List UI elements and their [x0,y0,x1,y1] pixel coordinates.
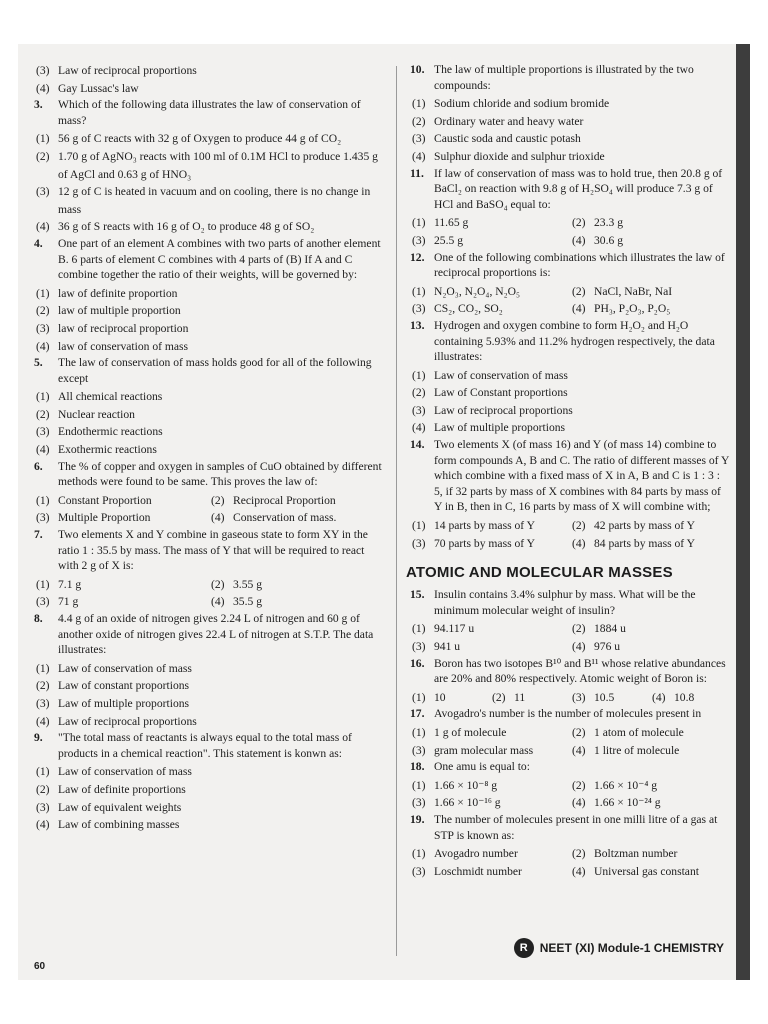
option [34,130,384,148]
option-text: 941 u [434,640,461,653]
option-number: (1) [412,97,426,111]
question-15 [410,587,730,655]
option-number: (4) [572,302,586,316]
question-text: "The total mass of reactants is always equal to the total mass of products in a chemical reaction". This statement is konwn as: [58,731,352,760]
option-text: law of reciprocal proportion [58,321,189,335]
question-number: 10. [410,63,425,76]
option [34,218,384,236]
option-text: 10.5 [594,690,615,704]
option-text: Law of reciprocal proportions [58,714,197,728]
option-text: All chemical reactions [58,390,163,404]
option-text: Gay Lussac's law [58,81,139,95]
option-number: (1) [412,368,426,382]
question-number: 7. [34,528,43,542]
option [34,677,384,695]
option-text: 25.5 g [434,233,463,247]
option [410,402,730,420]
option-number: (4) [572,796,586,810]
option [34,763,384,781]
question-number: 12. [410,250,425,264]
option-text: Law of conservation of mass [434,368,568,382]
option-number: (1) [412,622,426,636]
option [209,492,384,510]
question-number: 4. [34,236,43,250]
question-number: 8. [34,612,43,625]
option-text: Law of constant proportions [58,679,190,693]
option-number: (4) [572,743,586,757]
option [410,863,570,881]
question-5 [34,355,384,459]
option-text: 11.65 g [434,216,469,230]
option [570,283,730,301]
question-2-options-tail [34,62,384,97]
option-text: 70 parts by mass of Y [434,536,536,550]
option [570,638,730,656]
option-number: (2) [572,622,586,636]
option [410,794,570,812]
option-text: Law of definite proportions [58,782,186,796]
option-text: 35.5 g [233,595,262,609]
question-text: Insulin contains 3.4% sulphur by mass. What will be the minimum molecular weight of insulin? [434,588,696,617]
option-text: law of multiple proportion [58,304,181,318]
option-text: Sodium chloride and sodium bromide [434,97,610,111]
option-text: Law of multiple proportions [58,696,190,710]
option [34,320,384,338]
option-text: 1884 u [594,622,626,636]
question-17 [410,706,730,759]
option [34,285,384,303]
option-text: Sulphur dioxide and sulphur trioxide [434,149,605,163]
question-text: Two elements X (of mass 16) and Y (of mass 14) combine to form compounds A, B and C. The ratio of different masses of Y which combine with a fixed mass of X in A, B and C is 1 : 3 : 5, if 32 parts by mass of X combines with 84 parts by mass of Y in B, then in C, 16 parts by mass of X will combine with; [434,438,729,514]
option [410,724,570,742]
question-number: 3. [34,98,43,112]
option-text: 1.66 × 10⁻²⁴ g [594,796,661,810]
option-number: (3) [412,640,426,653]
option [34,799,384,817]
option-number: (2) [36,679,50,693]
option-text: 94.117 u [434,622,475,636]
option [410,384,730,402]
option-text: Boltzman number [594,847,678,861]
option-number: (3) [36,595,50,609]
option-text: Reciprocal Proportion [233,493,336,507]
option-number: (1) [36,765,50,779]
question-19 [410,812,730,880]
option-number: (4) [36,81,50,95]
option [410,620,570,638]
question-text: 4.4 g of an oxide of nitrogen gives 2.24 L of nitrogen and 60 g of another oxide of nitrogen gives 22.4 L of nitrogen at S.T.P. The data illustrates: [58,612,374,657]
option-number: (2) [36,304,50,318]
option-number: (2) [572,778,586,792]
option-number: (2) [572,284,586,298]
option [34,80,384,98]
option [34,509,209,527]
page-number: 60 [34,961,46,972]
question-13 [410,318,730,437]
option-text: 14 parts by mass of Y [434,519,536,533]
option-text: Law of conservation of mass [58,765,192,779]
option-text: PH₃, P₂O₃, P₂O₅ [594,302,671,316]
option [650,689,730,707]
option [570,863,730,881]
option-text: 1.66 × 10⁻⁴ g [594,778,658,792]
option [34,713,384,731]
option [570,300,730,318]
option [410,367,730,385]
option-number: (2) [572,847,586,861]
publisher-logo-icon: R [514,938,534,958]
option [570,214,730,232]
option-number: (1) [412,690,426,704]
option-text: Universal gas constant [594,864,699,878]
page-footer [514,938,724,958]
option [490,689,570,707]
option-number: (3) [36,321,50,335]
option-number: (1) [412,284,426,298]
option-number: (3) [36,511,50,525]
option [34,660,384,678]
option-number: (4) [412,421,426,435]
option [34,183,384,218]
option-number: (3) [36,425,50,439]
question-text: The law of conservation of mass holds good for all of the following except [58,356,372,385]
option [570,742,730,760]
option-text: law of conservation of mass [58,339,189,353]
option-text: 10.8 [674,690,695,704]
option [570,794,730,812]
option [34,441,384,459]
option [410,300,570,318]
option [209,576,384,594]
option [34,388,384,406]
question-18 [410,759,730,812]
option [410,777,570,795]
option-number: (4) [572,640,586,653]
section-heading: ATOMIC AND MOLECULAR MASSES [406,564,673,582]
left-column [34,62,384,834]
option-number: (1) [36,132,50,146]
option [410,535,570,553]
option [34,62,384,80]
option-number: (1) [412,519,426,533]
question-number: 5. [34,356,43,370]
option-number: (1) [412,725,426,739]
option-number: (2) [412,386,426,400]
question-6 [34,459,384,527]
option-text: 42 parts by mass of Y [594,519,696,533]
option-text: 3.55 g [233,577,262,591]
option-number: (3) [412,796,426,810]
option-text: Law of equivalent weights [58,800,182,814]
option [34,593,209,611]
option-number: (4) [412,149,426,163]
question-text: If law of conservation of mass was to hold true, then 20.8 g of BaCl₂ on reaction with 9.8 g of H₂SO₄ will produce 7.3 g of HCl and BaSO₄ equal to: [434,166,723,211]
option [410,283,570,301]
option-number: (3) [412,233,426,247]
option-number: (3) [36,696,50,710]
option-number: (2) [572,519,586,533]
option-text: Law of reciprocal proportions [58,64,197,77]
option-number: (3) [36,185,50,199]
question-number: 9. [34,731,43,745]
option-number: (3) [412,132,426,146]
option [34,492,209,510]
option-number: (2) [36,782,50,796]
question-number: 17. [410,707,425,721]
option-text: 12 g of C is heated in vacuum and on cooling, there is no change in mass [58,185,371,216]
question-text: Boron has two isotopes B¹⁰ and B¹¹ whose relative abundances are 20% and 80% respectively. Atomic weight of Boron is: [434,656,726,686]
option-number: (1) [36,577,50,591]
question-text: Avogadro's number is the number of molecules present in [434,707,702,721]
option-text: Loschmidt number [434,864,522,878]
option [34,338,384,356]
option-number: (2) [492,690,506,704]
question-8 [34,611,384,730]
option-number: (2) [36,407,50,421]
option-text: 1.66 × 10⁻⁸ g [434,778,498,792]
option-number: (4) [572,864,586,878]
question-text: The number of molecules present in one milli litre of a gas at STP is known as: [434,812,718,842]
option-number: (1) [36,661,50,675]
option-number: (4) [36,714,50,728]
option-number: (3) [572,690,586,704]
option [34,781,384,799]
option-text: 976 u [594,640,621,653]
option-text: Endothermic reactions [58,425,163,439]
option [410,742,570,760]
option-number: (4) [36,220,50,234]
option-text: 23.3 g [594,216,623,230]
option-text: Law of reciprocal proportions [434,403,573,417]
question-text: Hydrogen and oxygen combine to form H₂O₂ and H₂O containing 5.93% and 11.2% hydrogen respectively, the data illustrates: [434,318,715,364]
option-number: (3) [412,536,426,550]
option-number: (4) [211,595,225,609]
column-divider [396,66,397,956]
option [410,638,570,656]
question-4 [34,236,384,355]
question-14 [410,437,730,552]
option-text: Avogadro number [434,847,518,861]
option [34,576,209,594]
option-text: Nuclear reaction [58,407,135,421]
option-number: (1) [412,847,426,861]
question-number: 18. [410,760,425,774]
option-number: (4) [572,536,586,550]
option [34,406,384,424]
right-column [406,62,730,880]
question-9 [34,730,384,834]
option [410,113,730,131]
question-number: 11. [410,166,424,180]
option-text: Ordinary water and heavy water [434,114,584,128]
question-number: 13. [410,318,425,332]
question-text: The % of copper and oxygen in samples of CuO obtained by different methods were found to be same. This proves the law of: [58,459,382,489]
option-text: NaCl, NaBr, NaI [594,284,673,298]
option-text: 11 [514,690,526,704]
option-text: Law of Constant proportions [434,386,568,400]
option-number: (4) [572,233,586,247]
option [570,620,730,638]
option-number: (4) [36,818,50,832]
option [34,695,384,713]
option-number: (1) [412,216,426,230]
question-text: Which of the following data illustrates the law of conservation of mass? [58,98,361,127]
option [209,593,384,611]
question-number: 14. [410,438,425,452]
option-text: Multiple Proportion [58,511,151,525]
option-text: gram molecular mass [434,743,534,757]
option-number: (3) [412,743,426,757]
option-number: (3) [412,403,426,417]
option-number: (2) [211,577,225,591]
question-3 [34,97,384,236]
option-text: Law of combining masses [58,818,180,832]
option [570,517,730,535]
question-16 [410,656,730,707]
option-number: (4) [36,443,50,457]
option-number: (4) [652,690,666,704]
question-10 [410,62,730,166]
question-number: 16. [410,656,425,670]
option-text: 30.6 g [594,233,623,247]
option-number: (2) [572,725,586,739]
option [34,423,384,441]
option-text: Law of conservation of mass [58,661,192,675]
option-text: 36 g of S reacts with 16 g of O₂ to produce 48 g of SO₂ [58,220,315,234]
option [34,302,384,320]
option-number: (2) [412,114,426,128]
question-text: One of the following combinations which illustrates the law of reciprocal proportions is: [434,250,725,280]
footer-title: NEET (XI) Module-1 CHEMISTRY [539,941,724,955]
option-text: Conservation of mass. [233,511,337,525]
option [570,535,730,553]
option-number: (4) [211,511,225,525]
option-text: Exothermic reactions [58,443,157,457]
question-11 [410,166,730,250]
option-text: 1 litre of molecule [594,743,680,757]
option [410,148,730,166]
option [34,148,384,183]
option-text: 84 parts by mass of Y [594,536,696,550]
option [570,845,730,863]
option-number: (1) [412,778,426,792]
option-text: Constant Proportion [58,493,152,507]
option [410,845,570,863]
question-text: The law of multiple proportions is illustrated by the two compounds: [434,63,694,92]
question-number: 15. [410,588,425,602]
option [410,232,570,250]
option-text: CS₂, CO₂, SO₂ [434,302,503,316]
option [570,689,650,707]
option-text: law of definite proportion [58,286,178,300]
option-number: (2) [211,493,225,507]
option [410,419,730,437]
question-text: One amu is equal to: [434,760,530,774]
option-text: 1.66 × 10⁻¹⁶ g [434,796,501,810]
option-number: (2) [572,216,586,230]
question-12 [410,250,730,318]
option-text: Law of multiple proportions [434,421,566,435]
option-number: (3) [412,864,426,878]
question-text: Two elements X and Y combine in gaseous state to form XY in the ratio 1 : 35.5 by mass. The mass of Y that will be required to react with 2 g of X is: [58,528,368,573]
option [410,689,490,707]
option-number: (2) [36,149,50,163]
option-number: (3) [36,800,50,814]
option-number: (1) [36,286,50,300]
question-number: 19. [410,812,425,826]
option-text: Caustic soda and caustic potash [434,132,581,146]
option [209,509,384,527]
question-number: 6. [34,459,43,473]
option-text: N₂O₃, N₂O₄, N₂O₅ [434,284,521,298]
option-text: 7.1 g [58,577,82,591]
option-text: 1 atom of molecule [594,725,684,739]
option-text: 10 [434,690,446,704]
option [34,816,384,834]
option [410,95,730,113]
option [570,777,730,795]
option-text: 1.70 g of AgNO₃ reacts with 100 ml of 0.1M HCl to produce 1.435 g of AgCl and 0.63 g of HNO₃ [58,149,378,181]
option [570,724,730,742]
option-number: (4) [36,339,50,353]
option-text: 1 g of molecule [434,725,507,739]
option [410,517,570,535]
question-7 [34,527,384,611]
option-number: (3) [412,302,426,316]
option-number: (3) [36,64,50,77]
option [570,232,730,250]
option [410,130,730,148]
option-number: (1) [36,493,50,507]
option-text: 56 g of C reacts with 32 g of Oxygen to produce 44 g of CO₂ [58,132,342,146]
option [410,214,570,232]
option-text: 71 g [58,595,79,609]
textbook-page [18,44,750,980]
question-text: One part of an element A combines with two parts of another element B. 6 parts of element C combines with 4 parts of (B) If A and C combine together the ratio of their weights, will be governed by: [58,236,381,282]
option-number: (1) [36,390,50,404]
